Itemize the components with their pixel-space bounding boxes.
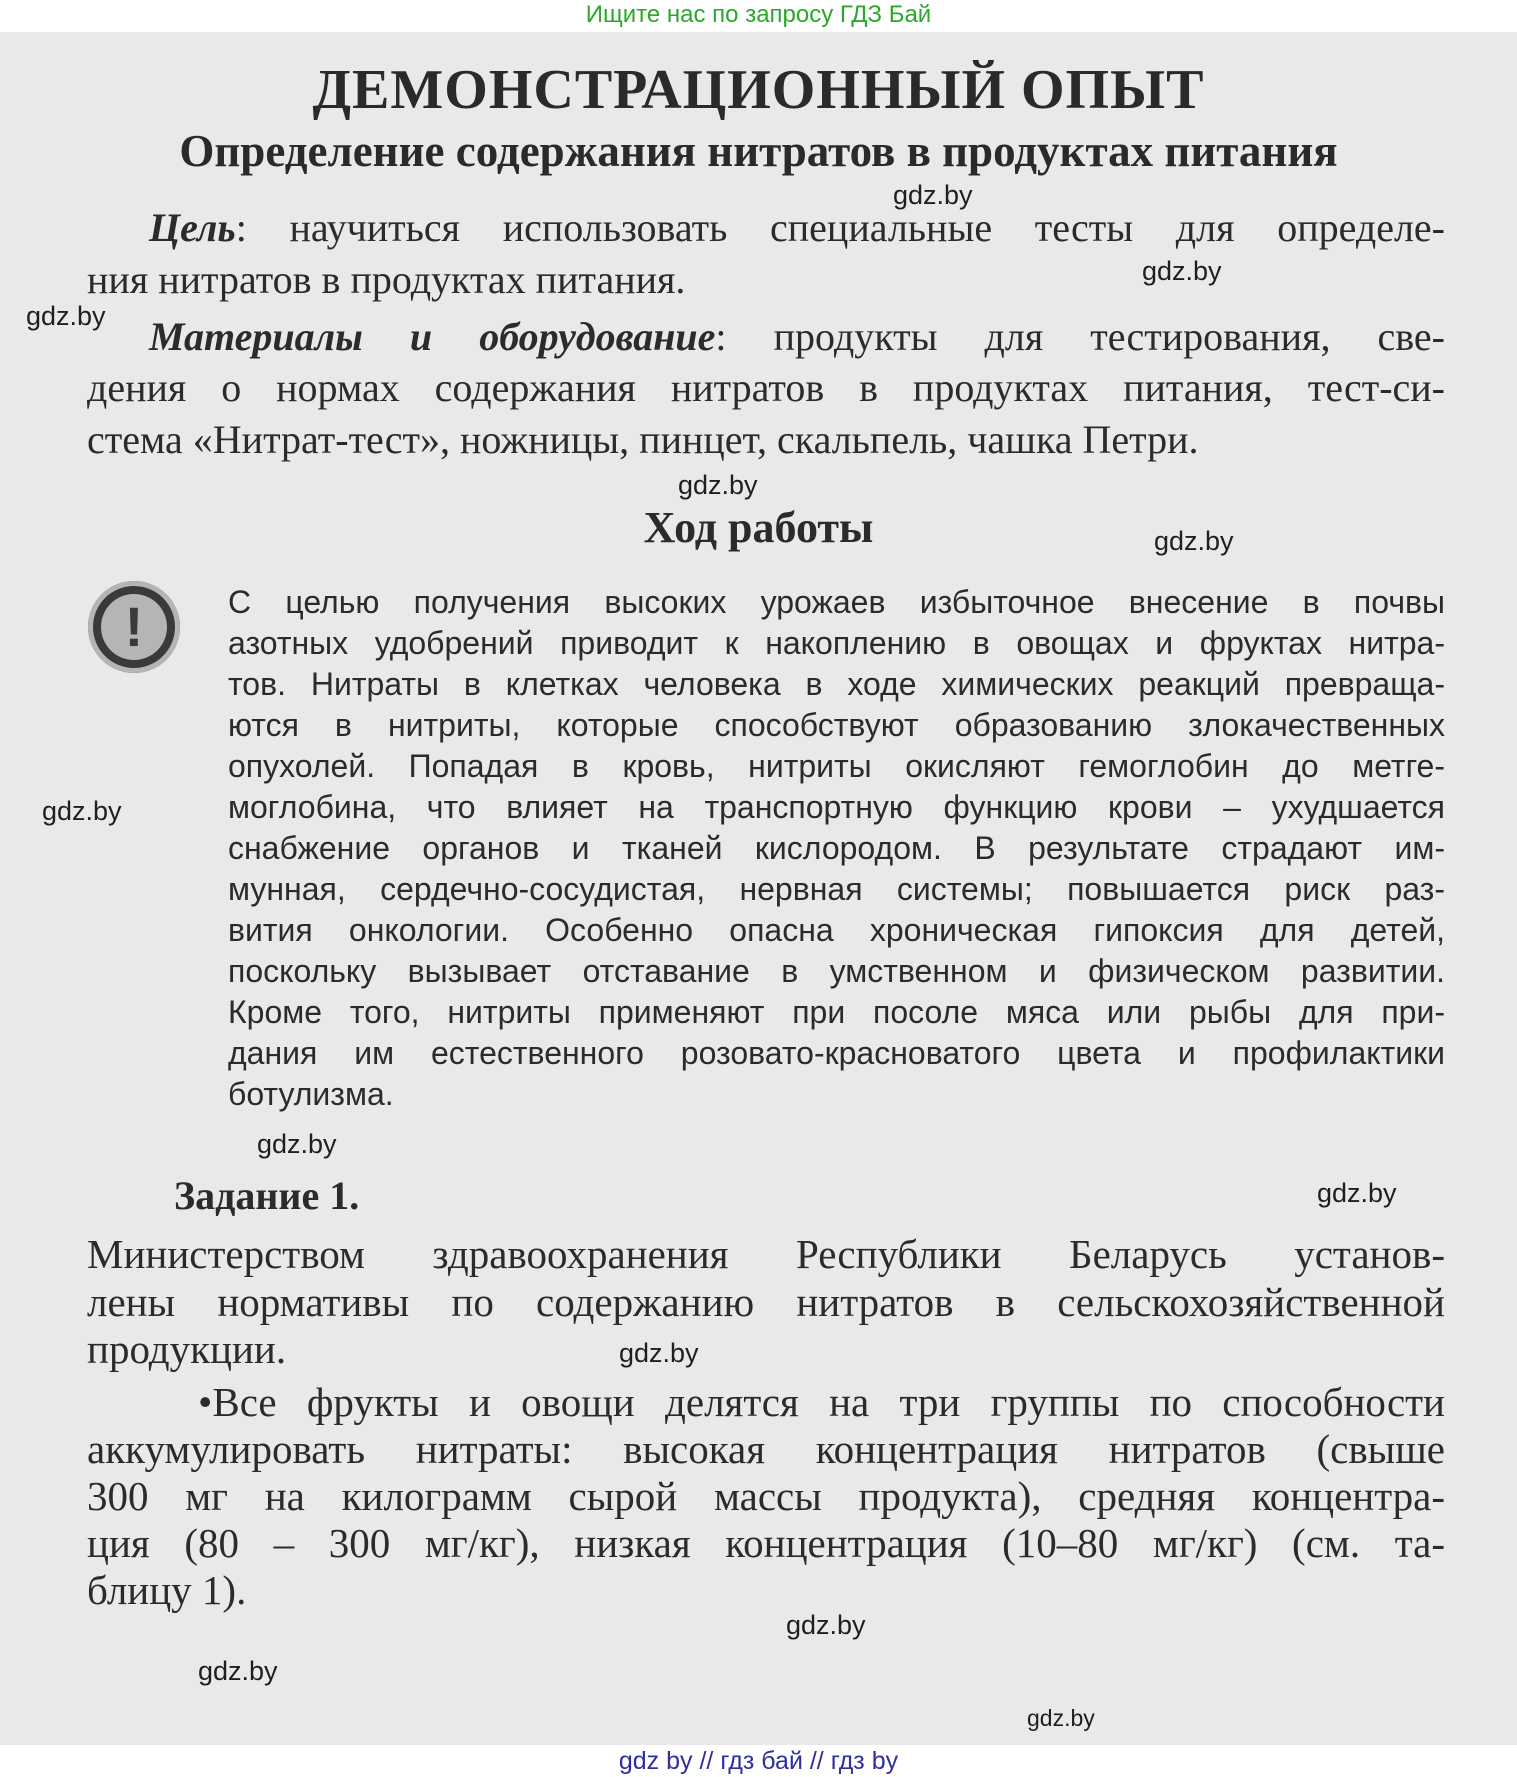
note-line: мунная, сердечно-сосудистая, нервная системы; повышается риск раз-	[228, 871, 1445, 907]
progress-heading: Ход работы	[643, 503, 874, 552]
watermark: gdz.by	[1317, 1178, 1397, 1208]
task-1-line: 300 мг на килограмм сырой массы продукта), средняя концентра-	[87, 1473, 1445, 1519]
materials-line-3: стема «Нитрат-тест», ножницы, пинцет, скальпель, чашка Петри.	[87, 417, 1199, 462]
task-1-line: •Все фрукты и овощи делятся на три группы по способности	[198, 1379, 1445, 1425]
task-1-line: Министерством здравоохранения Республики Беларусь установ-	[87, 1231, 1445, 1277]
note-line: дания им естественного розовато-красноватого цвета и профилактики	[228, 1035, 1445, 1071]
page-subtitle: Определение содержания нитратов в продуктах питания	[179, 126, 1338, 176]
watermark: gdz.by	[786, 1610, 866, 1640]
materials-line-2: дения о нормах содержания нитратов в продуктах питания, тест-си-	[87, 365, 1445, 410]
goal-line-1	[87, 204, 1445, 251]
note-line: снабжение органов и тканей кислородом. В результате страдают им-	[228, 830, 1445, 866]
task-1-line: лены нормативы по содержанию нитратов в сельскохозяйственной	[87, 1279, 1445, 1325]
materials-line-1	[87, 313, 1445, 360]
top-banner[interactable]: Ищите нас по запросу ГДЗ Бай	[585, 1, 932, 28]
note-line: ются в нитриты, которые способствуют образованию злокачественных	[228, 707, 1445, 743]
watermark: gdz.by	[893, 180, 973, 210]
note-line: тов. Нитраты в клетках человека в ходе химических реакций превраща-	[228, 666, 1445, 702]
note-line: азотных удобрений приводит к накоплению в овощах и фруктах нитра-	[228, 625, 1445, 661]
note-line: опухолей. Попадая в кровь, нитриты окисляют гемоглобин до метге-	[228, 748, 1445, 784]
warning-icon: !	[88, 581, 180, 673]
watermark: gdz.by	[42, 796, 122, 826]
materials-text-1: : продукты для тестирования, све-	[715, 314, 1445, 359]
note-line: С целью получения высоких урожаев избыточное внесение в почвы	[228, 584, 1445, 620]
watermark: gdz.by	[198, 1656, 278, 1686]
note-line: вития онкологии. Особенно опасна хроническая гипоксия для детей,	[228, 912, 1445, 948]
materials-label: Материалы и оборудование	[149, 314, 716, 359]
watermark: gdz.by	[1154, 526, 1234, 556]
watermark: gdz.by	[1027, 1705, 1095, 1731]
note-line: ботулизма.	[228, 1076, 394, 1112]
goal-text-1: : научиться использовать специальные тесты для определе-	[235, 205, 1445, 250]
watermark: gdz.by	[26, 301, 106, 331]
bottom-banner[interactable]: gdz by // гдз бай // гдз by	[618, 1747, 899, 1775]
note-line: Кроме того, нитриты применяют при посоле мяса или рыбы для при-	[228, 994, 1445, 1030]
task-1-line: блицу 1).	[87, 1567, 247, 1613]
task-1-heading: Задание 1.	[174, 1173, 360, 1218]
note-line: моглобина, что влияет на транспортную функцию крови – ухудшается	[228, 789, 1445, 825]
watermark: gdz.by	[678, 470, 758, 500]
goal-line-2: ния нитратов в продуктах питания.	[87, 257, 686, 302]
note-line: поскольку вызывает отставание в умственном и физическом развитии.	[228, 953, 1445, 989]
page-title: ДЕМОНСТРАЦИОННЫЙ ОПЫТ	[312, 59, 1205, 121]
watermark: gdz.by	[619, 1338, 699, 1368]
watermark: gdz.by	[1142, 256, 1222, 286]
task-1-line: аккумулировать нитраты: высокая концентрация нитратов (свыше	[87, 1426, 1445, 1472]
task-1-line: ция (80 – 300 мг/кг), низкая концентрация (10–80 мг/кг) (см. та-	[87, 1520, 1445, 1566]
goal-label: Цель	[149, 205, 236, 250]
task-1-line: продукции.	[87, 1326, 287, 1372]
watermark: gdz.by	[257, 1129, 337, 1159]
